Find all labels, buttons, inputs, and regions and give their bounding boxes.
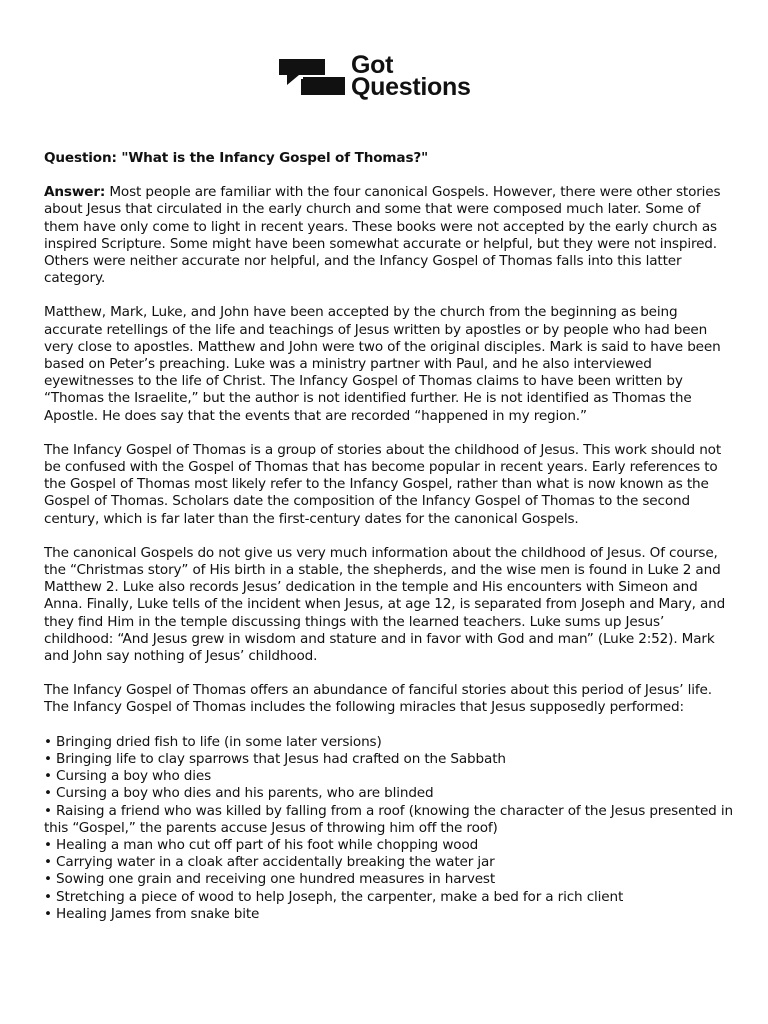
got-questions-logo	[279, 51, 471, 101]
answer-intro-text: Most people are familiar with the four canonical Gospels. However, there were other stories about Jesus that circulated in the early church and some that were composed much later. Some of them have only come to light in recent years. These books were not accepted by the early church as inspired Scripture. Some might have been somewhat accurate or helpful, but they were not inspired. Others were neither accurate nor helpful, and the Infancy Gospel of Thomas falls into this latter category.	[44, 184, 721, 287]
answer-paragraph	[44, 184, 734, 287]
paragraph-canonical-childhood: The canonical Gospels do not give us very much information about the childhood of Jesus. Of course, the “Christmas story” of His birth in a stable, the shepherds, and the wise men is found in Luke 2 and Matthew 2. Luke also records Jesus’ dedication in the temple and His encounters with Simeon and Anna. Finally, Luke tells of the incident when Jesus, at age 12, is separated from Joseph and Mary, and they find Him in the temple discussing things with the learned teachers. Luke sums up Jesus’ childhood: “And Jesus grew in wisdom and stature and in favor with God and man” (Luke 2:52). Mark and John say nothing of Jesus’ childhood.	[44, 544, 726, 665]
list-item: • Bringing dried fish to life (in some later versions)	[44, 734, 734, 751]
logo-line-2: Questions	[351, 73, 471, 101]
speech-bubbles-icon	[279, 55, 345, 97]
list-item: • Cursing a boy who dies and his parents, who are blinded	[44, 785, 734, 802]
list-item: • Cursing a boy who dies	[44, 768, 734, 785]
list-item: • Raising a friend who was killed by falling from a roof (knowing the character of the Jesus presented in this “Gospel,” the parents accuse Jesus of throwing him off the roof)	[44, 803, 734, 837]
paragraph-gospel-authors: Matthew, Mark, Luke, and John have been accepted by the church from the beginning as being accurate retellings of the life and teachings of Jesus written by apostles or by people who had been very close to apostles. Matthew and John were two of the original disciples. Mark is said to have been based on Peter’s preaching. Luke was a ministry partner with Paul, and he also interviewed eyewitnesses to the life of Christ. The Infancy Gospel of Thomas claims to have been written by “Thomas the Israelite,” but the author is not identified further. He is not identified as Thomas the Apostle. He does say that the events that are recorded “happened in my region.”	[44, 304, 721, 424]
paragraph-miracles-intro: The Infancy Gospel of Thomas offers an abundance of fanciful stories about this period of Jesus’ life. The Infancy Gospel of Thomas includes the following miracles that Jesus supposedly performed:	[44, 682, 712, 716]
logo-wordmark	[351, 51, 471, 101]
question-heading: Question: "What is the Infancy Gospel of Thomas?"	[44, 150, 429, 166]
list-item: • Healing a man who cut off part of his foot while chopping wood	[44, 837, 734, 854]
miracles-list	[44, 734, 734, 923]
list-item: • Bringing life to clay sparrows that Jesus had crafted on the Sabbath	[44, 751, 734, 768]
logo-line-1: Got	[351, 51, 394, 79]
article-body	[44, 150, 734, 923]
list-item: • Carrying water in a cloak after accidentally breaking the water jar	[44, 854, 734, 871]
paragraph-infancy-gospel-description: The Infancy Gospel of Thomas is a group of stories about the childhood of Jesus. This work should not be confused with the Gospel of Thomas that has become popular in recent years. Early references to the Gospel of Thomas most likely refer to the Infancy Gospel, rather than what is now known as the Gospel of Thomas. Scholars date the composition of the Infancy Gospel of Thomas to the second century, which is far later than the first-century dates for the canonical Gospels.	[44, 441, 722, 527]
answer-label: Answer:	[44, 184, 106, 201]
list-item: • Healing James from snake bite	[44, 906, 734, 923]
list-item: • Sowing one grain and receiving one hundred measures in harvest	[44, 871, 734, 888]
list-item: • Stretching a piece of wood to help Joseph, the carpenter, make a bed for a rich client	[44, 889, 734, 906]
